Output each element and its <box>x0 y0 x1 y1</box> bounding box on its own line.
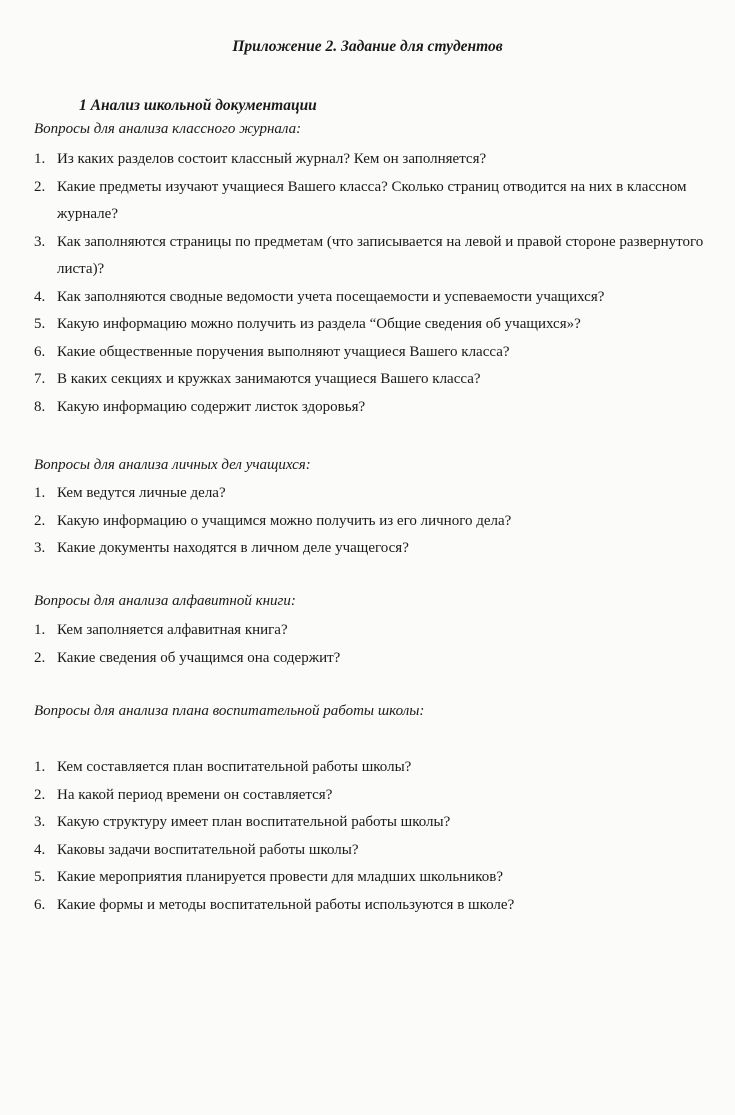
item-number: 4. <box>34 288 46 305</box>
item-text: Кем составляется план воспитательной работы школы? <box>57 759 412 775</box>
item-number: 2. <box>34 786 46 803</box>
item-number: 1. <box>34 151 46 167</box>
item-number: 3. <box>34 233 46 250</box>
item-number: 1. <box>34 622 46 638</box>
list-item <box>0 146 735 174</box>
item-text: Кем заполняется алфавитная книга? <box>57 622 288 638</box>
item-text: Каковы задачи воспитательной работы школы? <box>57 841 359 858</box>
list-item <box>0 809 735 837</box>
item-text: Как заполняются страницы по предметам (что записывается на левой и правой стороне развернутого листа)? <box>57 233 704 277</box>
list-item <box>0 892 735 920</box>
section-label-personal-files: Вопросы для анализа личных дел учащихся: <box>34 457 311 473</box>
list-item <box>0 535 735 563</box>
item-text: Какую информацию о учащимся можно получить из его личного дела? <box>57 512 512 529</box>
question-list-alphabet-book <box>0 617 735 672</box>
question-list-class-journal <box>0 146 735 421</box>
item-text: Какие мероприятия планируется провести для младших школьников? <box>57 869 503 885</box>
list-item <box>0 617 735 645</box>
item-number: 3. <box>34 540 46 556</box>
item-text: Какие сведения об учащимся она содержит? <box>57 649 341 666</box>
item-number: 3. <box>34 814 46 830</box>
list-item <box>0 394 735 422</box>
list-item <box>0 229 735 284</box>
list-item <box>0 837 735 865</box>
section-label-class-journal: Вопросы для анализа классного журнала: <box>34 121 302 137</box>
item-text: Какую информацию содержит листок здоровья? <box>57 398 366 415</box>
list-item <box>0 284 735 312</box>
list-item <box>0 174 735 229</box>
item-number: 1. <box>34 485 46 501</box>
item-text: Какие формы и методы воспитательной работы используются в школе? <box>57 896 515 913</box>
section-heading: 1 Анализ школьной документации <box>79 97 317 114</box>
item-number: 6. <box>34 896 46 913</box>
item-text: Из каких разделов состоит классный журнал? Кем он заполняется? <box>57 151 487 167</box>
item-number: 2. <box>34 178 46 195</box>
item-number: 1. <box>34 759 46 775</box>
list-item <box>0 366 735 394</box>
item-text: Какую информацию можно получить из раздела “Общие сведения об учащихся»? <box>57 316 581 332</box>
list-item <box>0 864 735 892</box>
item-text: Какую структуру имеет план воспитательной работы школы? <box>57 814 451 830</box>
item-number: 5. <box>34 316 46 332</box>
item-text: Как заполняются сводные ведомости учета посещаемости и успеваемости учащихся? <box>57 288 605 305</box>
list-item <box>0 645 735 673</box>
item-number: 5. <box>34 869 46 885</box>
section-label-education-plan: Вопросы для анализа плана воспитательной работы школы: <box>34 703 425 719</box>
item-text: Какие документы находятся в личном деле учащегося? <box>57 540 409 556</box>
item-text: На какой период времени он составляется? <box>57 786 333 803</box>
item-number: 4. <box>34 841 46 858</box>
question-list-education-plan <box>0 754 735 919</box>
item-text: Какие предметы изучают учащиеся Вашего класса? Сколько страниц отводится на них в классном журнале? <box>57 178 687 222</box>
item-number: 2. <box>34 512 46 529</box>
page-title: Приложение 2. Задание для студентов <box>232 38 503 55</box>
list-item <box>0 339 735 367</box>
item-text: Какие общественные поручения выполняют учащиеся Вашего класса? <box>57 343 510 360</box>
list-item <box>0 782 735 810</box>
question-list-personal-files <box>0 480 735 563</box>
item-text: Кем ведутся личные дела? <box>57 485 226 501</box>
item-number: 7. <box>34 371 46 387</box>
list-item <box>0 754 735 782</box>
item-number: 8. <box>34 398 46 415</box>
item-number: 6. <box>34 343 46 360</box>
list-item <box>0 311 735 339</box>
item-number: 2. <box>34 649 46 666</box>
list-item <box>0 480 735 508</box>
list-item <box>0 508 735 536</box>
section-label-alphabet-book: Вопросы для анализа алфавитной книги: <box>34 593 296 609</box>
item-text: В каких секциях и кружках занимаются учащиеся Вашего класса? <box>57 371 481 387</box>
